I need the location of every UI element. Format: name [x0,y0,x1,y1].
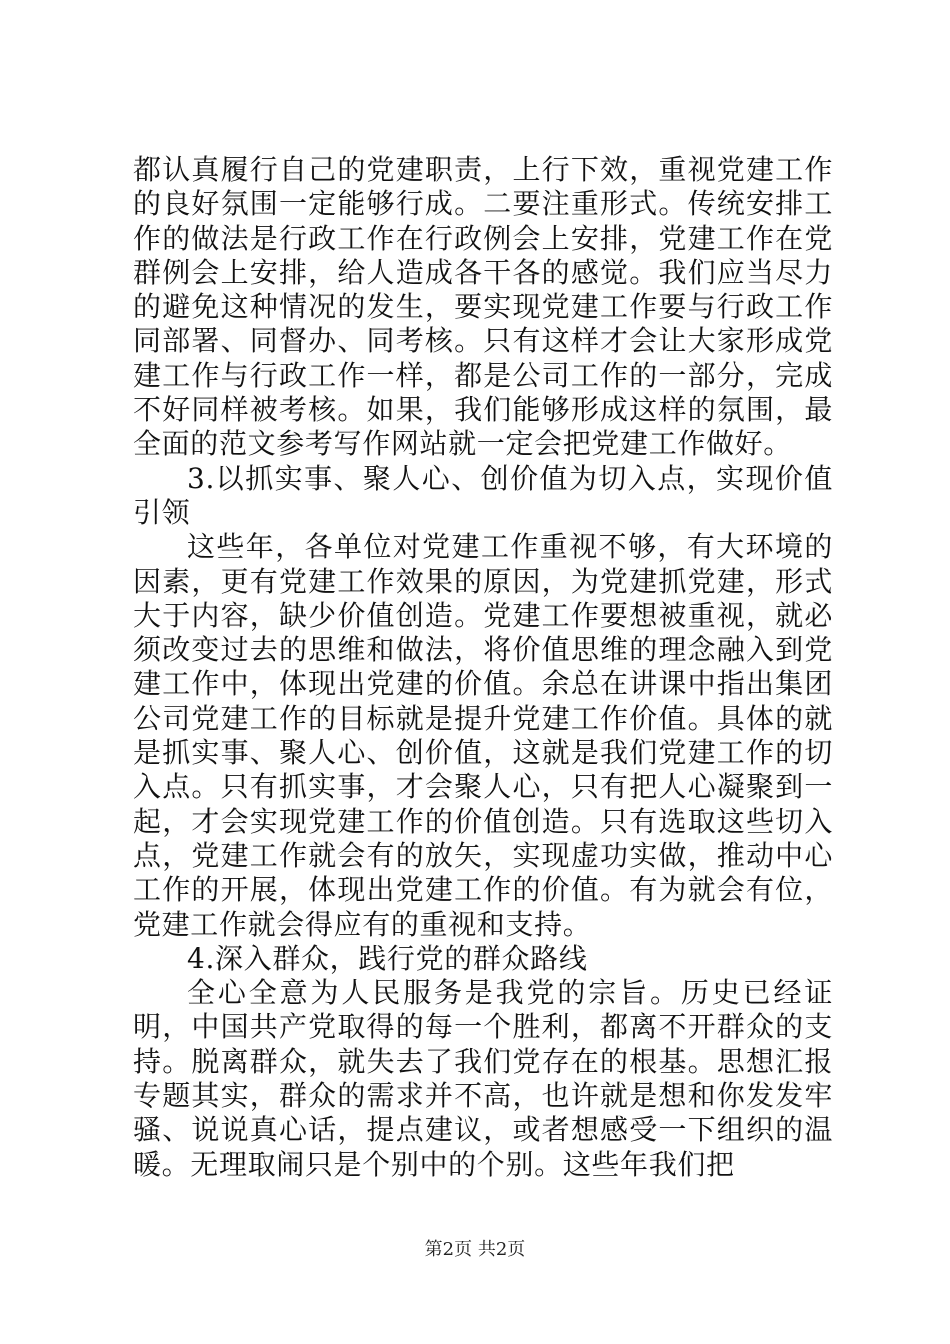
body-paragraph: 都认真履行自己的党建职责，上行下效，重视党建工作的良好氛围一定能够行成。二要注重形式。传统安排工作的做法是行政工作在行政例会上安排，党建工作在党群例会上安排，给人造成各干各的感觉。我们应当尽力的避免这种情况的发生，要实现党建工作要与行政工作同部署、同督办、同考核。只有这样才会让大家形成党建工作与行政工作一样，都是公司工作的一部分，完成不好同样被考核。如果，我们能够形成这样的氛围，最全面的范文参考写作网站就一定会把党建工作做好。 [133,153,833,461]
page-footer: 第2页 共2页 [424,1239,526,1260]
body-paragraph: 这些年，各单位对党建工作重视不够，有大环境的因素，更有党建工作效果的原因，为党建抓党建，形式大于内容，缺少价值创造。党建工作要想被重视，就必须改变过去的思维和做法，将价值思维的理念融入到党建工作中，体现出党建的价值。余总在讲课中指出集团公司党建工作的目标就是提升党建工作价值。具体的就是抓实事、聚人心、创价值，这就是我们党建工作的切入点。只有抓实事，才会聚人心，只有把人心凝聚到一起，才会实现党建工作的价值创造。只有选取这些切入点，党建工作就会有的放矢，实现虚功实做，推动中心工作的开展，体现出党建工作的价值。有为就会有位，党建工作就会得应有的重视和支持。 [133,530,833,941]
section-heading-4: 4.深入群众，践行党的群众路线 [187,941,588,975]
section-heading-3: 3.以抓实事、聚人心、创价值为切入点，实现价值引领 [133,461,833,529]
body-paragraph: 全心全意为人民服务是我党的宗旨。历史已经证明，中国共产党取得的每一个胜利，都离不开群众的支持。脱离群众，就失去了我们党存在的根基。思想汇报专题其实，群众的需求并不高，也许就是想和你发发牢骚、说说真心话，提点建议，或者想感受一下组织的温暖。无理取闹只是个别中的个别。这些年我们把 [133,976,833,1181]
document-body [133,153,833,1182]
